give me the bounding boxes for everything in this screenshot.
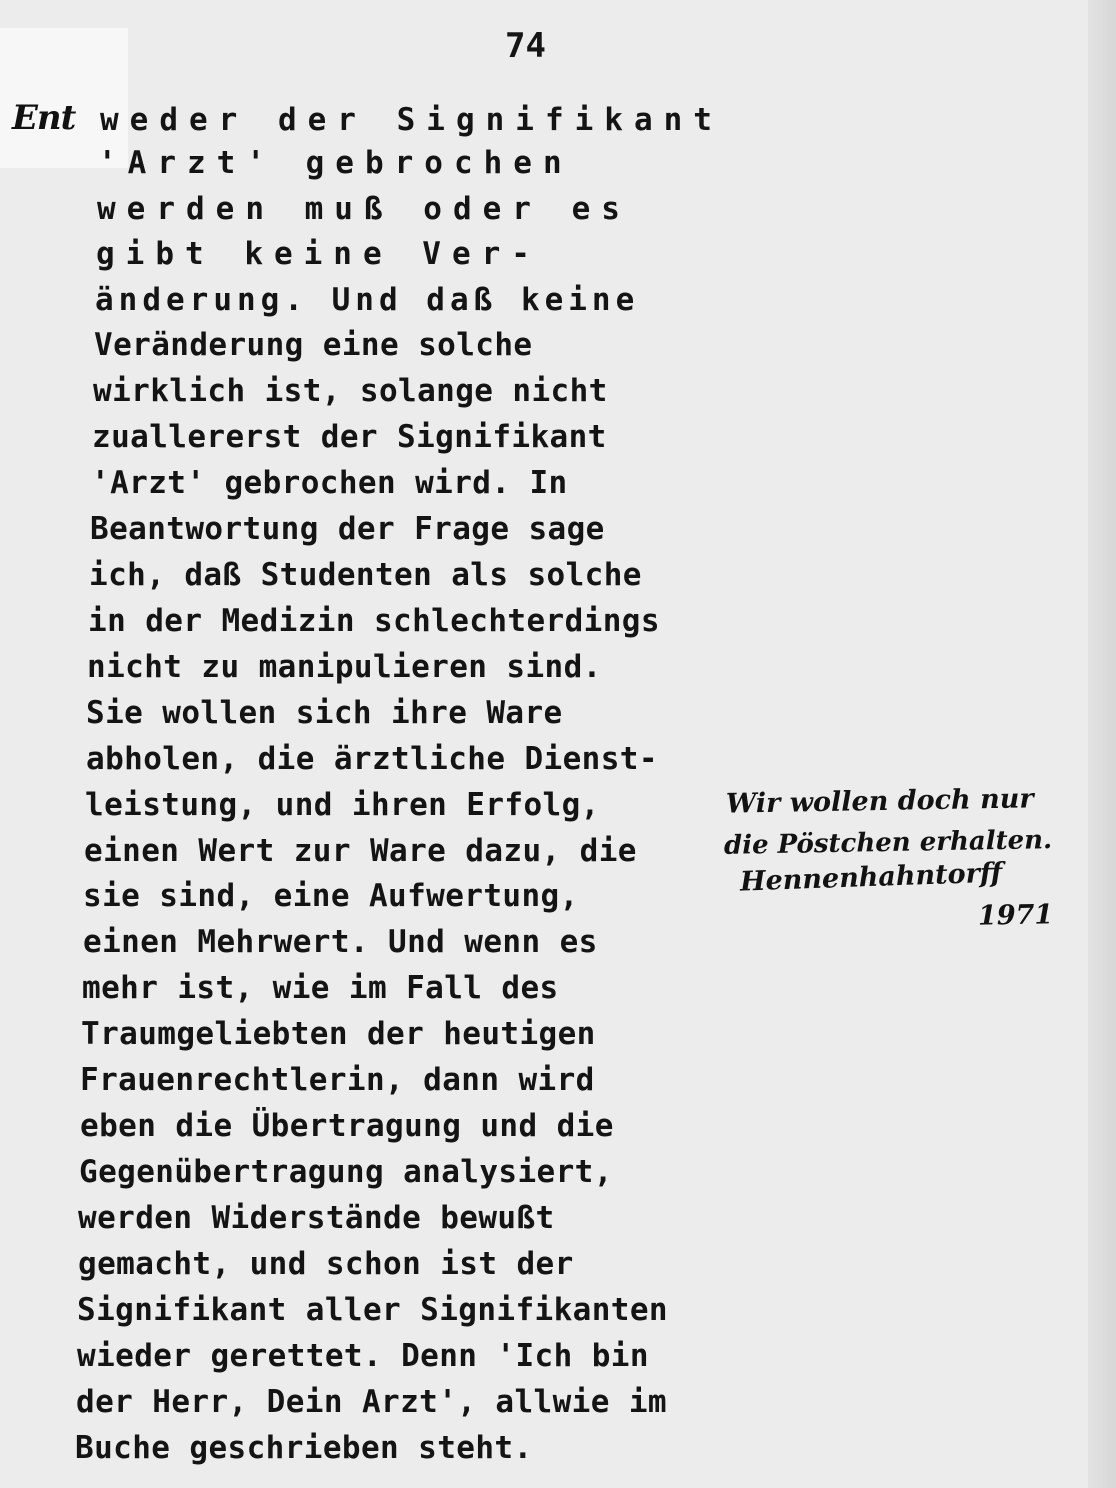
scan-edge-shadow xyxy=(1088,0,1116,1488)
text-line: Gegenübertragung analysiert, xyxy=(79,1154,613,1190)
text-line: Signifikant aller Signifikanten xyxy=(77,1292,668,1328)
text-line: 'Arzt' gebrochen xyxy=(98,145,573,181)
handwritten-note-line: Wir wollen doch nur xyxy=(725,783,1034,820)
text-line: wirklich ist, solange nicht xyxy=(93,373,608,409)
text-line: änderung. Und daß keine xyxy=(95,282,640,318)
text-line: Frauenrechtlerin, dann wird xyxy=(80,1062,595,1098)
text-line: zuallererst der Signifikant xyxy=(92,419,607,455)
handwritten-word-prefix: Ent xyxy=(12,98,76,138)
text-line: gibt keine Ver- xyxy=(96,236,541,272)
text-line: Veränderung eine solche xyxy=(94,327,533,363)
text-line: 'Arzt' gebrochen wird. In xyxy=(91,465,568,501)
text-line: Buche geschrieben steht. xyxy=(75,1430,533,1466)
text-line: nicht zu manipulieren sind. xyxy=(87,649,602,685)
text-line: Sie wollen sich ihre Ware xyxy=(86,695,563,731)
text-line: abholen, die ärztliche Dienst- xyxy=(86,741,658,777)
text-line: werden Widerstände bewußt xyxy=(78,1200,555,1236)
text-line: in der Medizin schlechterdings xyxy=(88,603,660,639)
text-line: einen Wert zur Ware dazu, die xyxy=(84,833,637,869)
text-line: gemacht, und schon ist der xyxy=(78,1246,574,1282)
handwritten-note-year: 1971 xyxy=(977,899,1054,932)
text-line: mehr ist, wie im Fall des xyxy=(82,970,559,1006)
text-line: der Herr, Dein Arzt', allwie im xyxy=(76,1384,667,1420)
text-line: ich, daß Studenten als solche xyxy=(89,557,642,593)
handwritten-note-signature: Hennenhahntorff xyxy=(739,857,1003,898)
text-line: Beantwortung der Frage sage xyxy=(90,511,605,547)
text-line: werden muß oder es xyxy=(97,191,631,227)
page-number: 74 xyxy=(505,26,546,66)
text-line: sie sind, eine Aufwertung, xyxy=(83,878,579,914)
text-line: leistung, und ihren Erfolg, xyxy=(85,787,600,823)
text-line: wieder gerettet. Denn 'Ich bin xyxy=(77,1338,649,1374)
text-line: einen Mehrwert. Und wenn es xyxy=(83,924,598,960)
text-line: eben die Übertragung und die xyxy=(80,1108,614,1144)
text-line: weder der Signifikant xyxy=(100,102,723,138)
text-line: Traumgeliebten der heutigen xyxy=(81,1016,596,1052)
handwritten-note-line: die Pöstchen erhalten. xyxy=(723,825,1053,861)
